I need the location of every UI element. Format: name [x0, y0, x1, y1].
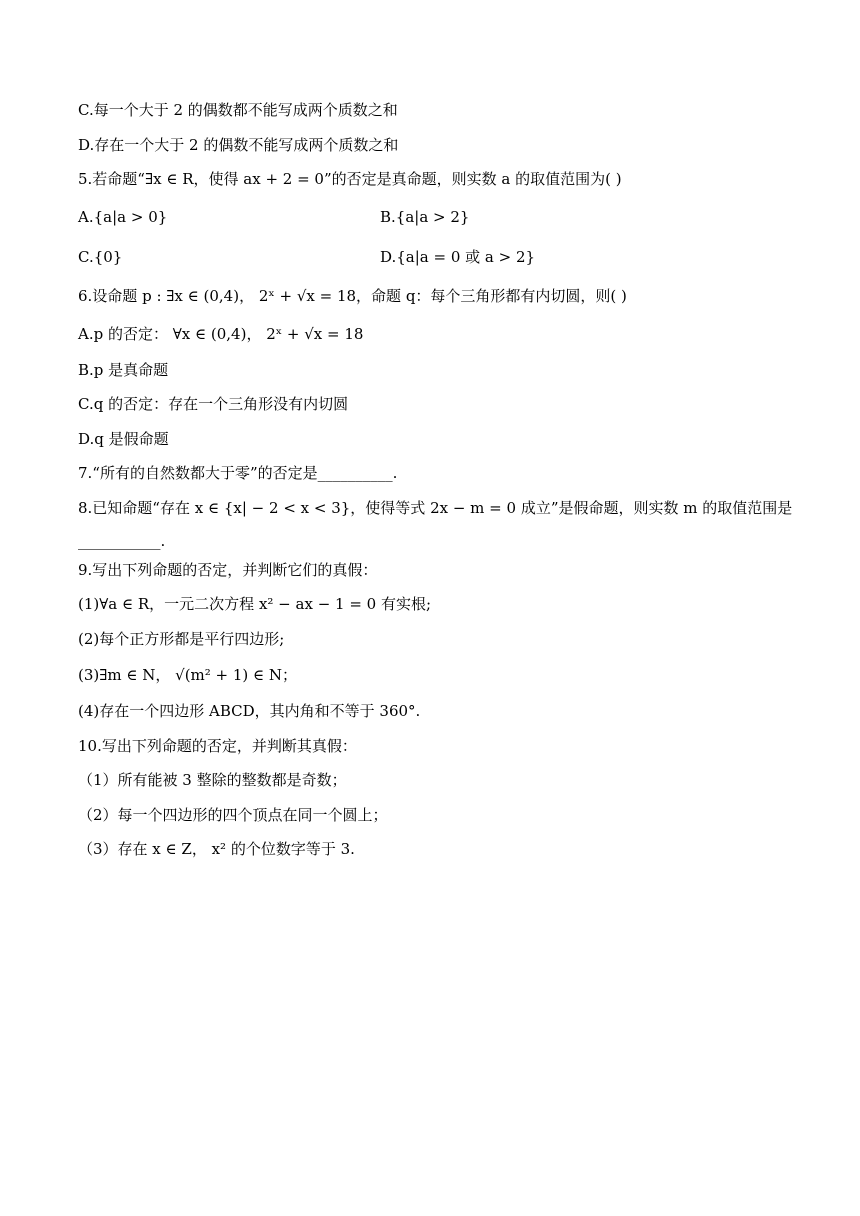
question-8: 8.已知命题“存在 x ∈ {x| − 2 < x < 3}，使得等式 2x − m = 0 成立”是假命题，则实数 m 的取值范围是___________.: [78, 498, 793, 550]
question-6: 6.设命题 p : ∃x ∈ (0,4)， 2ˣ + √x = 18，命题 q：每个三角形都有内切圆，则( ): [78, 286, 627, 305]
question-10-part-2: （2）每一个四边形的四个顶点在同一个圆上；: [78, 805, 388, 824]
q6-option-c: C.q 的否定：存在一个三角形没有内切圆: [78, 395, 349, 413]
question-7: 7.“所有的自然数都大于零”的否定是__________.: [78, 464, 398, 482]
q6-option-a: A.p 的否定： ∀x ∈ (0,4)， 2ˣ + √x = 18: [78, 324, 364, 343]
question-10: 10.写出下列命题的否定，并判断其真假：: [78, 736, 357, 755]
question-5: 5.若命题“∃x ∈ R，使得 ax + 2 = 0”的否定是真命题，则实数 a 的取值范围为( ): [78, 170, 622, 188]
q5-option-d: D.{a|a = 0 或 a > 2}: [380, 247, 536, 266]
q5-option-b: B.{a|a > 2}: [380, 207, 470, 226]
option-c-q4: C.每一个大于 2 的偶数都不能写成两个质数之和: [78, 101, 398, 119]
question-9: 9.写出下列命题的否定，并判断它们的真假：: [78, 560, 378, 579]
q5-option-c: C.{0}: [78, 247, 123, 266]
option-d-q4: D.存在一个大于 2 的偶数不能写成两个质数之和: [78, 135, 399, 154]
question-10-part-1: （1）所有能被 3 整除的整数都是奇数；: [78, 771, 347, 789]
document-page: [78, 100, 798, 874]
question-9-part-4: (4)存在一个四边形 ABCD，其内角和不等于 360°.: [78, 702, 421, 720]
question-9-part-3: (3)∃m ∈ N， √(m² + 1) ∈ N；: [78, 666, 298, 684]
question-10-part-3: （3）存在 x ∈ Z， x² 的个位数字等于 3.: [78, 840, 355, 858]
q5-option-a: A.{a|a > 0}: [78, 207, 168, 226]
q5-options-row-1: [78, 204, 798, 230]
question-9-part-1: (1)∀a ∈ R，一元二次方程 x² − ax − 1 = 0 有实根;: [78, 595, 432, 613]
question-9-part-2: (2)每个正方形都是平行四边形;: [78, 629, 285, 648]
q6-option-b: B.p 是真命题: [78, 360, 169, 379]
q5-options-row-2: [78, 244, 798, 270]
q6-option-d: D.q 是假命题: [78, 429, 169, 448]
